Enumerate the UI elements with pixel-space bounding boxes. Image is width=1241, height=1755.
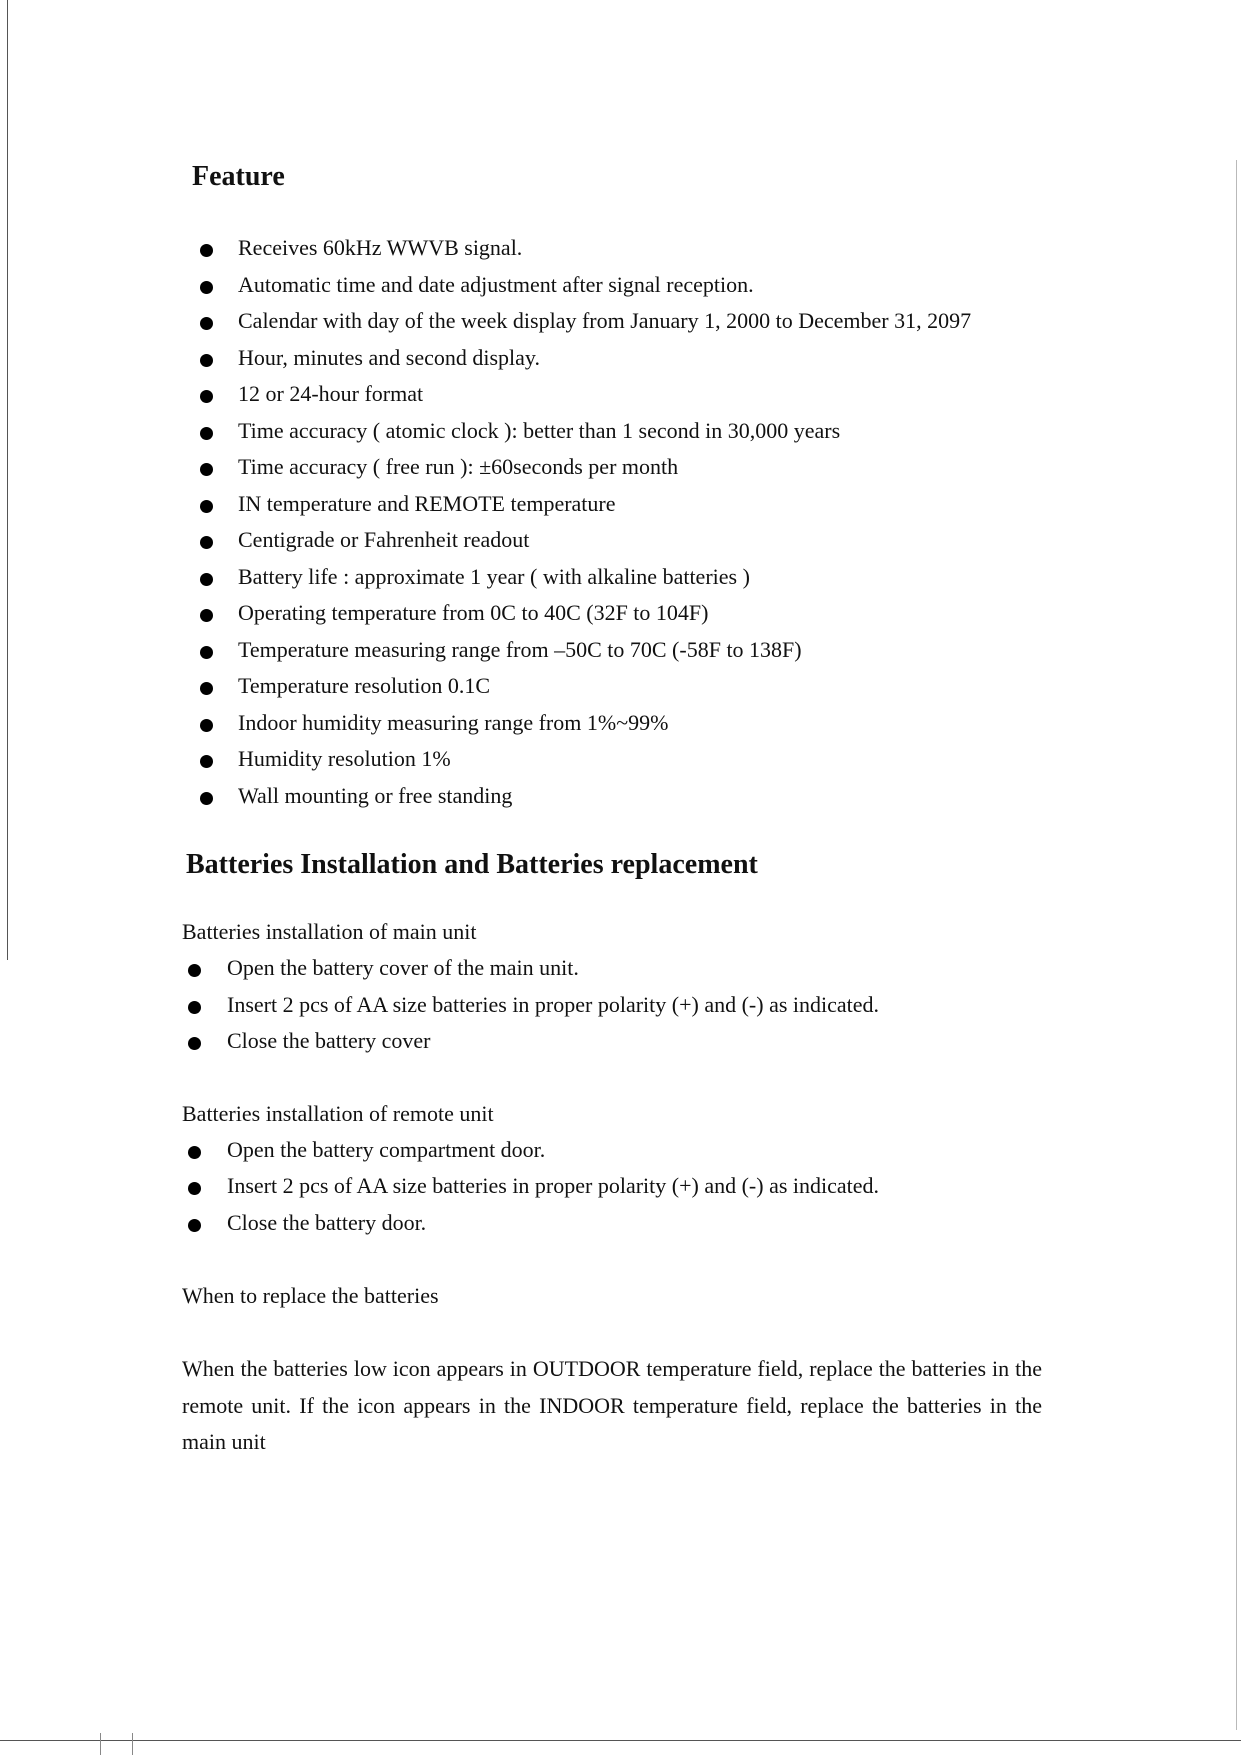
bullet-icon <box>200 463 213 476</box>
list-item: Calendar with day of the week display from January 1, 2000 to December 31, 2097 <box>190 303 1052 340</box>
list-item: Close the battery door. <box>182 1205 1052 1242</box>
list-item: Temperature resolution 0.1C <box>190 668 1052 705</box>
bullet-icon <box>188 1001 201 1014</box>
replace-paragraph: When the batteries low icon appears in OUTDOOR temperature field, replace the batteries in the remote unit. If the icon appears in the INDOOR temperature field, replace the batteries in the main unit <box>182 1356 1042 1454</box>
scan-edge-left <box>7 0 8 960</box>
list-item: Temperature measuring range from –50C to 70C (-58F to 138F) <box>190 632 1052 669</box>
list-item: Operating temperature from 0C to 40C (32F to 104F) <box>190 595 1052 632</box>
bullet-icon <box>188 1219 201 1232</box>
bullet-icon <box>200 500 213 513</box>
main-unit-subheading: Batteries installation of main unit <box>182 919 477 944</box>
bullet-icon <box>200 573 213 586</box>
feature-heading: Feature <box>192 161 285 192</box>
list-item: Insert 2 pcs of AA size batteries in proper polarity (+) and (-) as indicated. <box>182 987 1052 1024</box>
bullet-icon <box>188 1146 201 1159</box>
bullet-icon <box>200 719 213 732</box>
bullet-icon <box>200 244 213 257</box>
scan-tick <box>132 1733 133 1755</box>
list-item: Centigrade or Fahrenheit readout <box>190 522 1052 559</box>
scan-tick <box>100 1733 101 1755</box>
bullet-icon <box>200 609 213 622</box>
list-item: Battery life : approximate 1 year ( with alkaline batteries ) <box>190 559 1052 596</box>
bullet-icon <box>200 682 213 695</box>
list-item: Hour, minutes and second display. <box>190 340 1052 377</box>
list-item: IN temperature and REMOTE temperature <box>190 486 1052 523</box>
list-item: Time accuracy ( atomic clock ): better than 1 second in 30,000 years <box>190 413 1052 450</box>
list-item: Wall mounting or free standing <box>190 778 1052 815</box>
main-unit-steps <box>182 950 1052 1060</box>
bullet-icon <box>200 390 213 403</box>
list-item: Time accuracy ( free run ): ±60seconds per month <box>190 449 1052 486</box>
list-item: Insert 2 pcs of AA size batteries in proper polarity (+) and (-) as indicated. <box>182 1168 1052 1205</box>
bullet-icon <box>200 646 213 659</box>
page-content <box>182 160 1052 1483</box>
list-item: Open the battery compartment door. <box>182 1132 1052 1169</box>
bullet-icon <box>200 792 213 805</box>
scan-edge-bottom <box>0 1740 1241 1741</box>
feature-list <box>190 230 1052 814</box>
batteries-heading: Batteries Installation and Batteries replacement <box>186 849 758 880</box>
bullet-icon <box>200 354 213 367</box>
list-item: Humidity resolution 1% <box>190 741 1052 778</box>
list-item: 12 or 24-hour format <box>190 376 1052 413</box>
bullet-icon <box>200 427 213 440</box>
remote-unit-steps <box>182 1132 1052 1242</box>
bullet-icon <box>200 536 213 549</box>
bullet-icon <box>188 964 201 977</box>
bullet-icon <box>188 1182 201 1195</box>
list-item: Open the battery cover of the main unit. <box>182 950 1052 987</box>
remote-unit-subheading: Batteries installation of remote unit <box>182 1100 494 1126</box>
list-item: Receives 60kHz WWVB signal. <box>190 230 1052 267</box>
scan-edge-right <box>1236 160 1237 1730</box>
list-item: Close the battery cover <box>182 1023 1052 1060</box>
list-item: Indoor humidity measuring range from 1%~99% <box>190 705 1052 742</box>
bullet-icon <box>200 281 213 294</box>
bullet-icon <box>188 1037 201 1050</box>
replace-subheading: When to replace the batteries <box>182 1283 439 1308</box>
bullet-icon <box>200 317 213 330</box>
bullet-icon <box>200 755 213 768</box>
list-item: Automatic time and date adjustment after signal reception. <box>190 267 1052 304</box>
